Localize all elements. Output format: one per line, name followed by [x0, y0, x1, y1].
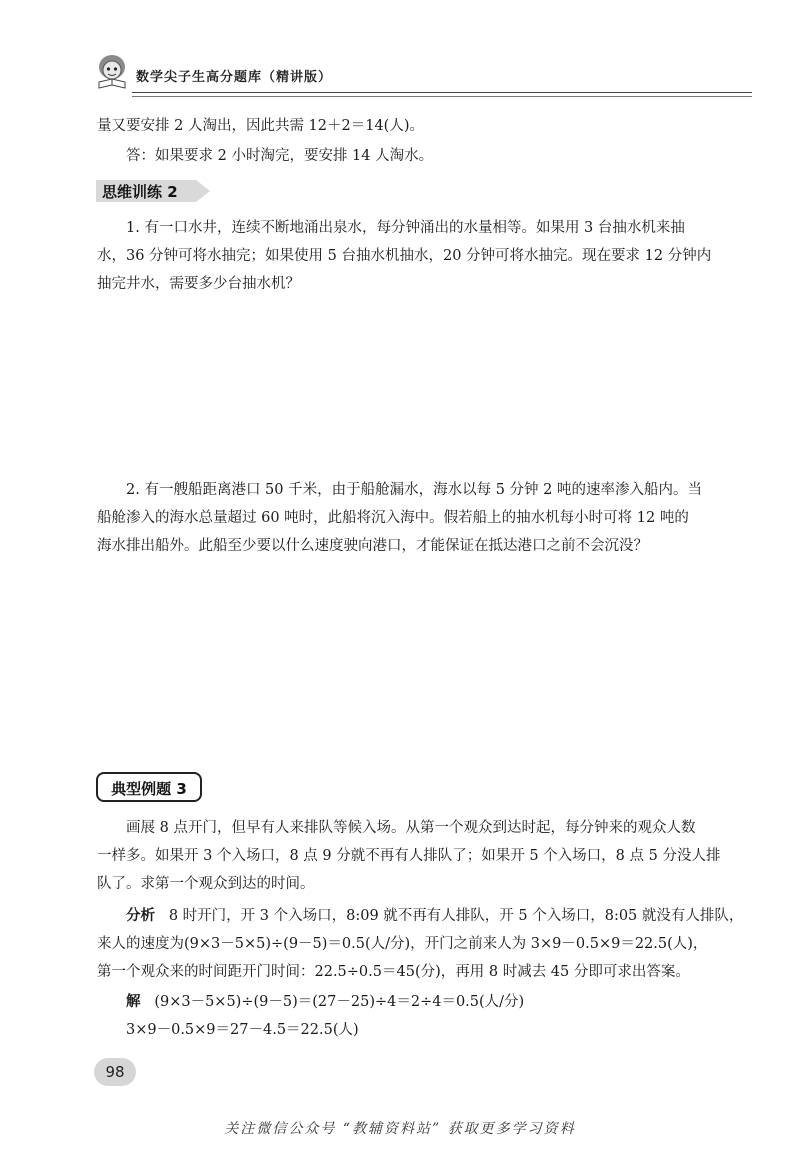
problem2-line: 海水排出船外。此船至少要以什么速度驶向港口，才能保证在抵达港口之前不会沉没？: [97, 538, 648, 554]
example-line: 画展 8 点开门，但早有人来排队等候入场。从第一个观众到达时起，每分钟来的观众人数: [126, 820, 696, 836]
analysis-text: 8 时开门，开 3 个入场口，8:09 就不再有人排队，开 5 个入场口，8:05 就没有人排队，: [168, 908, 744, 924]
solution-text: (9×3－5×5)÷(9－5)＝(27－25)÷4＝2÷4＝0.5(人/分): [154, 994, 525, 1010]
book-title: 数学尖子生高分题库（精讲版）: [136, 70, 333, 85]
problem2-line: 2. 有一艘船距离港口 50 千米，由于船舱漏水，海水以每 5 分钟 2 吨的速率渗入船内。当: [126, 482, 702, 498]
example-line: 队了。求第一个观众到达的时间。: [97, 876, 315, 892]
page-number: 98: [105, 1063, 125, 1081]
solution-label: 解: [126, 994, 141, 1010]
problem1-line: 抽完井水，需要多少台抽水机？: [97, 276, 300, 292]
section-badge-example: [96, 772, 202, 802]
problem1-line: 水，36 分钟可将水抽完；如果使用 5 台抽水机抽水，20 分钟可将水抽完。现在要求 12 分钟内: [97, 248, 712, 264]
page-number-badge: [94, 1058, 136, 1086]
section-label: 思维训练 2: [102, 183, 178, 201]
answer-line: 答：如果要求 2 小时淘完，要安排 14 人淘水。: [126, 148, 434, 164]
solution-line: [126, 992, 524, 1012]
solution-line: 3×9－0.5×9＝27－4.5＝22.5(人): [126, 1022, 359, 1038]
problem2-line: 船舱渗入的海水总量超过 60 吨时，此船将沉入海中。假若船上的抽水机每小时可将 12 吨的: [97, 510, 689, 526]
page-header: [92, 52, 712, 92]
header-rule-thin: [132, 96, 752, 97]
badge-arrow: [196, 180, 210, 202]
analysis-line: 来人的速度为(9×3－5×5)÷(9－5)＝0.5(人/分)，开门之前来人为 3×9－0.5×9＝22.5(人)，: [97, 936, 708, 952]
header-rule: [132, 92, 752, 93]
section-label: 典型例题 3: [111, 780, 187, 798]
analysis-label: 分析: [126, 908, 155, 924]
student-mascot-icon: [92, 52, 132, 90]
continued-text-line: 量又要安排 2 人淘出，因此共需 12＋2＝14(人)。: [97, 118, 424, 134]
analysis-line: [126, 906, 743, 926]
analysis-line: 第一个观众来的时间距开门时间：22.5÷0.5＝45(分)，再用 8 时减去 45 分即可求出答案。: [97, 964, 690, 980]
problem1-line: 1. 有一口水井，连续不断地涌出泉水，每分钟涌出的水量相等。如果用 3 台抽水机来抽: [126, 220, 685, 236]
example-line: 一样多。如果开 3 个入场口，8 点 9 分就不再有人排队了；如果开 5 个入场口，8 点 5 分没人排: [97, 848, 721, 864]
footer-note: 关注微信公众号 “教辅资料站” 获取更多学习资料: [224, 1121, 576, 1137]
